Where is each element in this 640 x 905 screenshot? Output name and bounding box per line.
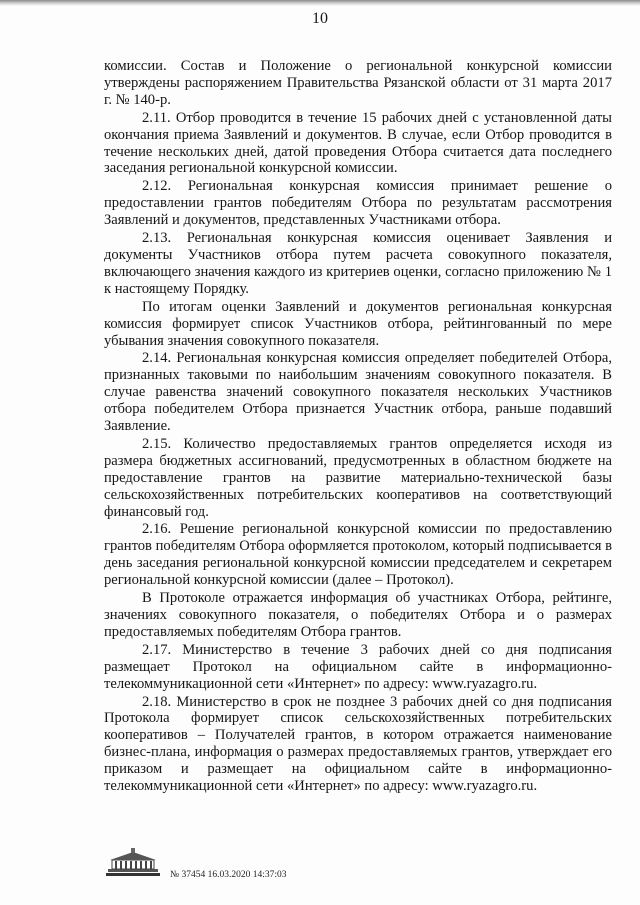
paragraph: 2.16. Решение региональной конкурсной комиссии по предоставлению грантов победителям Отбора оформляется протоколом, который подписывается в день заседания региональной конкурсной комиссии председателем и секретарем региональной конкурсной комиссии (далее – Протокол). — [104, 521, 612, 589]
paragraph: 2.18. Министерство в срок не позднее 3 рабочих дней со дня подписания Протокола формирует список сельскохозяйственных потребительских кооперативов – Получателей грантов, в котором отражается наименование бизнес-плана, информация о размерах предоставляемых грантов, утверждает его приказом и размещает на официальном сайте в информационно-телекоммуникационной сети «Интернет» по адресу: www.ryazagro.ru. — [104, 693, 612, 795]
paragraph: 2.12. Региональная конкурсная комиссия принимает решение о предоставлении грантов победителям Отбора по результатам рассмотрения Заявлений и документов, представленных Участниками отбора. — [104, 178, 612, 229]
paragraph: комиссии. Состав и Положение о региональной конкурсной комиссии утверждены распоряжением Правительства Рязанской области от 31 марта 2017 г. № 140-р. — [104, 58, 612, 108]
scan-edge — [0, 0, 640, 6]
government-building-logo-icon — [104, 848, 162, 878]
page-number: 10 — [312, 10, 328, 27]
document-footer — [104, 848, 404, 888]
paragraph: В Протоколе отражается информация об участниках Отбора, рейтинге, значениях совокупного показателя, о победителях Отбора и о размерах предоставляемых победителям Отбора грантов. — [104, 590, 612, 640]
paragraph: 2.17. Министерство в течение 3 рабочих дней со дня подписания размещает Протокол на официальном сайте в информационно-телекоммуникационной сети «Интернет» по адресу: www.ryazagro.ru. — [104, 641, 612, 692]
paragraph: 2.14. Региональная конкурсная комиссия определяет победителей Отбора, признанных таковыми по наибольшим значениям совокупного показателя. В случае равенства значений совокупного показателя нескольких Участников отбора победителем Отбора признается Участник отбора, раньше подавший Заявление. — [104, 350, 612, 435]
paragraph: 2.13. Региональная конкурсная комиссия оценивает Заявления и документы Участников отбора путем расчета совокупного показателя, включающего значения каждого из критериев оценки, согласно приложению № 1 к настоящему Порядку. — [104, 230, 612, 297]
paragraph: 2.11. Отбор проводится в течение 15 рабочих дней с установленной даты окончания приема Заявлений и документов. В случае, если Отбор проводится в течение нескольких дней, датой проведения Отбора считается дата последнего заседания региональной конкурсной комиссии. — [104, 109, 612, 177]
paragraph: 2.15. Количество предоставляемых грантов определяется исходя из размера бюджетных ассигнований, предусмотренных в областном бюджете на предоставление грантов на развитие материально-технической базы сельскохозяйственных потребительских кооперативов на соответствующий финансовый год. — [104, 435, 612, 520]
paragraph: По итогам оценки Заявлений и документов региональная конкурсная комиссия формирует список Участников отбора, рейтингованный по мере убывания значения совокупного показателя. — [104, 298, 612, 349]
registration-stamp: № 37454 16.03.2020 14:37:03 — [170, 870, 287, 880]
document-body — [104, 58, 612, 796]
